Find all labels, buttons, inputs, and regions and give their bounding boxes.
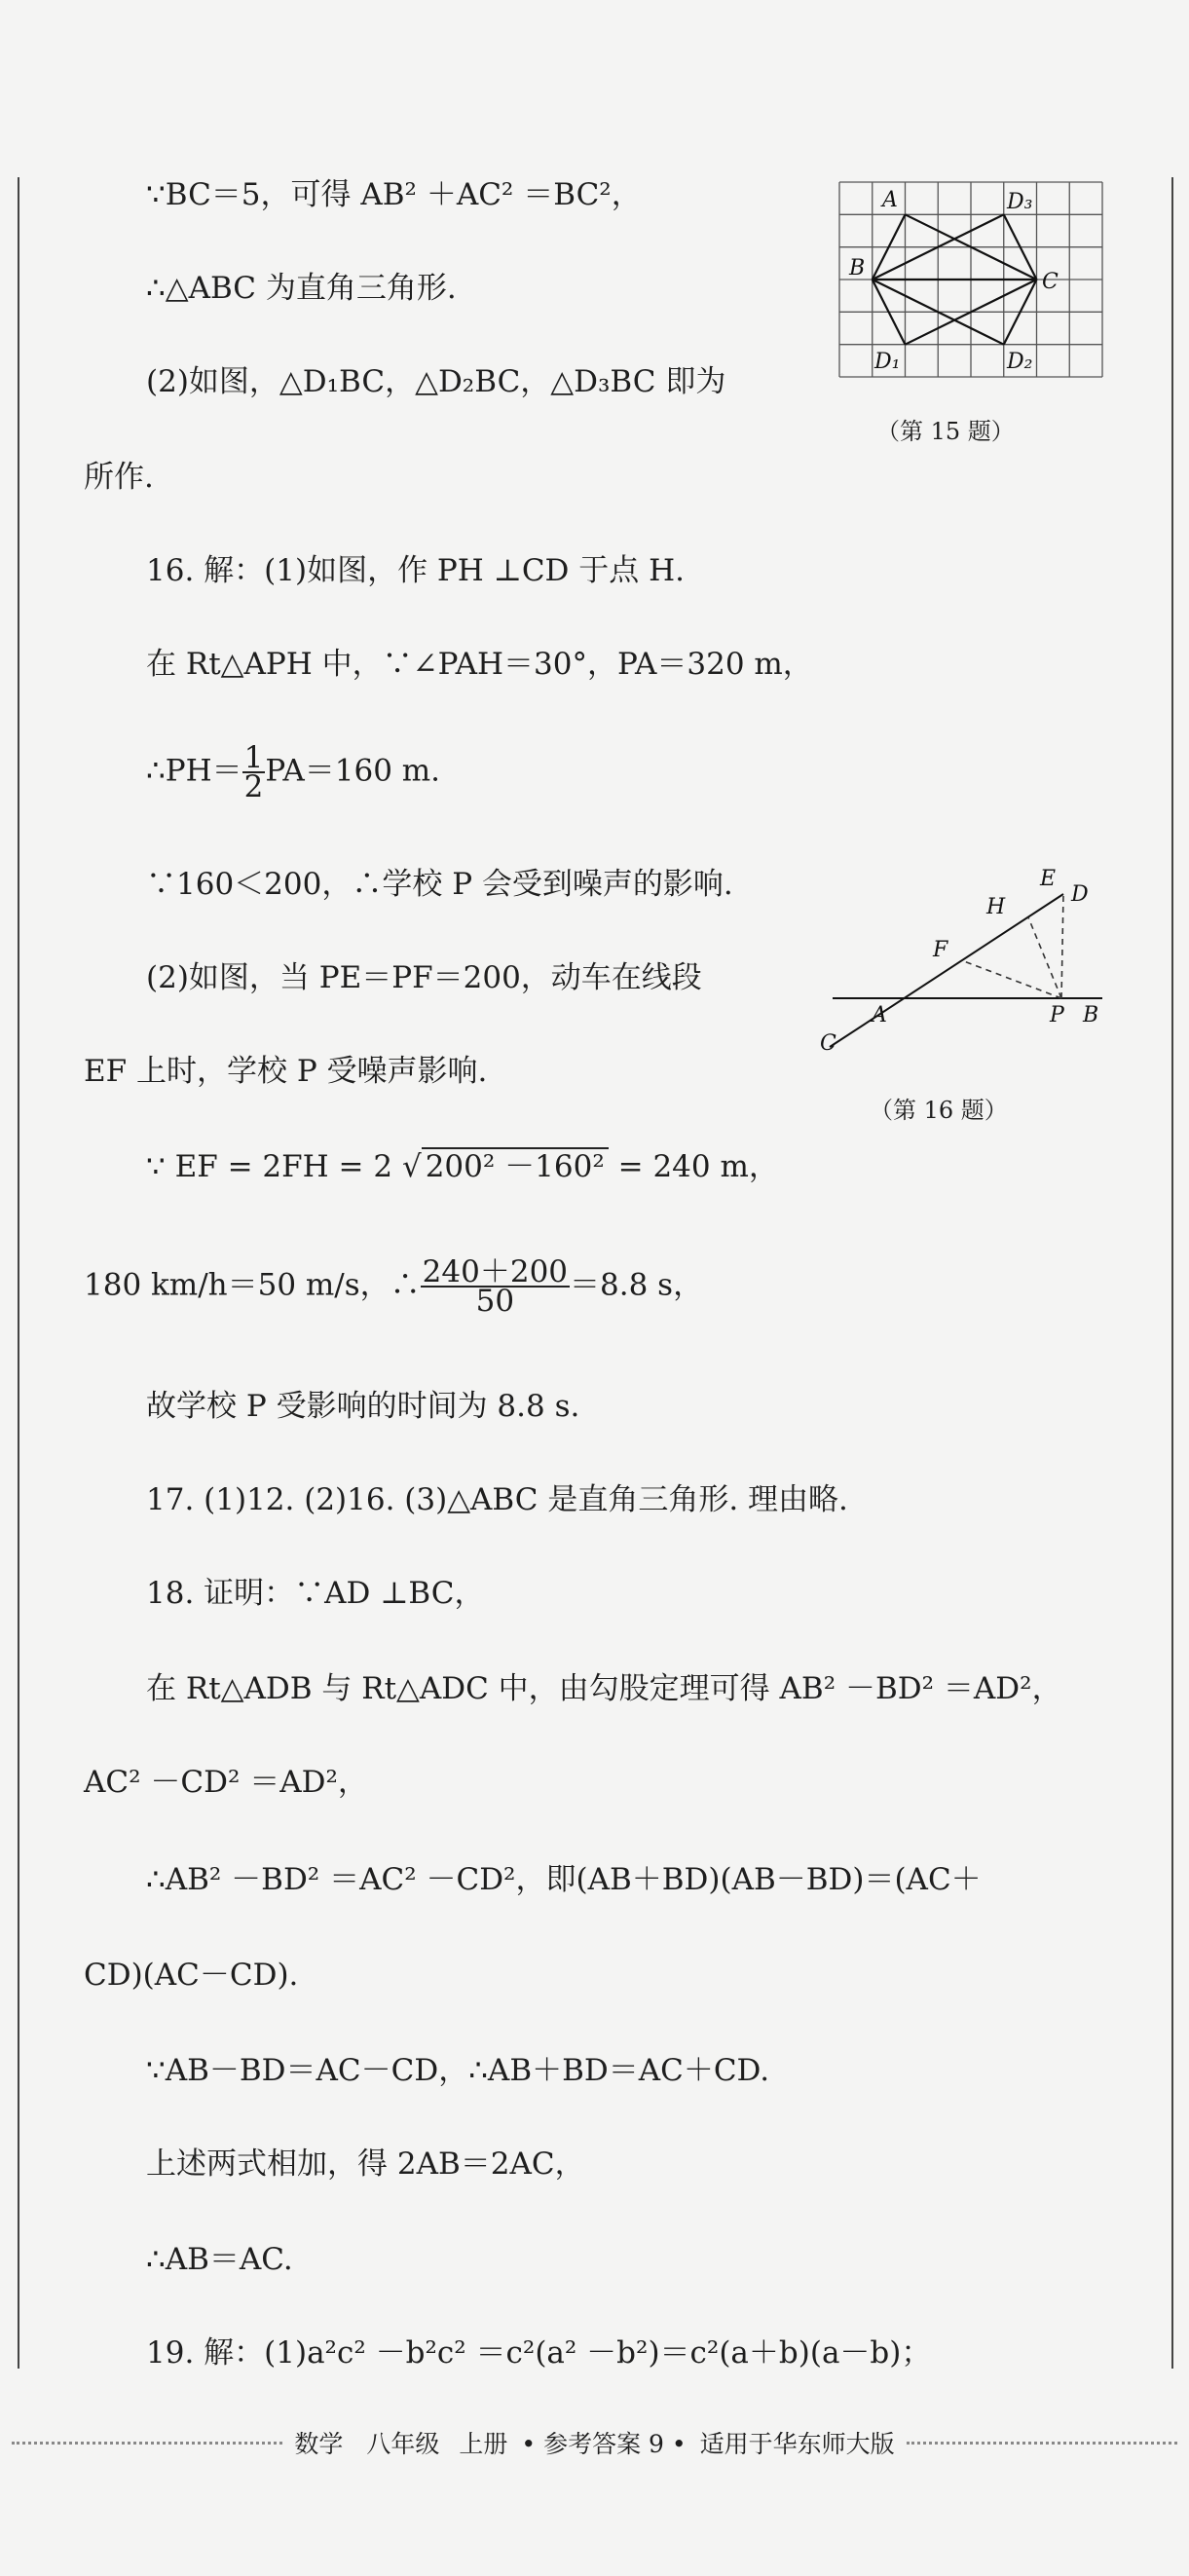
text-line: ∵BC＝5，可得 AB² ＋AC² ＝BC²，: [146, 177, 642, 212]
segment-PE: [1061, 894, 1063, 998]
text-line: 18. 证明：∵AD ⊥BC，: [146, 1576, 485, 1611]
label-D2: D₂: [1007, 350, 1033, 374]
sqrt-radicand: 200² －160²: [422, 1147, 609, 1184]
figure-16-caption: （第 16 题）: [870, 1097, 1008, 1124]
label-A: A: [882, 188, 898, 212]
fraction-half: [242, 740, 266, 804]
label-B: B: [1083, 1003, 1099, 1027]
sqrt-sign: √: [401, 1149, 422, 1184]
label-C: C: [1042, 270, 1059, 294]
label-D3: D₃: [1007, 190, 1033, 214]
footer-subject: 数学: [294, 2430, 344, 2458]
text-line: 故学校 P 受影响的时间为 8.8 s.: [146, 1389, 580, 1424]
text-line: ∵AB－BD＝AC－CD，∴AB＋BD＝AC＋CD.: [146, 2053, 770, 2088]
label-C: C: [820, 1031, 836, 1056]
footer-grade: 八年级: [366, 2430, 440, 2458]
label-H: H: [986, 895, 1006, 919]
formula-line: [146, 740, 441, 804]
text-segment: ∴PH＝: [146, 753, 242, 789]
page-footer: [0, 2413, 1189, 2472]
label-A: A: [872, 1003, 887, 1027]
segment-PH: [1028, 917, 1061, 998]
figure-15-grid: [837, 177, 1105, 382]
text-line: 在 Rt△APH 中，∵∠PAH＝30°，PA＝320 m，: [146, 647, 813, 682]
fraction-numerator: 240＋200: [422, 1254, 569, 1289]
label-D1: D₁: [874, 350, 901, 374]
formula-line: [84, 1254, 704, 1319]
text-line: (2)如图，△D₁BC，△D₂BC，△D₃BC 即为: [146, 364, 726, 399]
text-line: (2)如图，当 PE＝PF＝200，动车在线段: [146, 960, 702, 995]
text-line: 在 Rt△ADB 与 Rt△ADC 中，由勾股定理可得 AB² －BD² ＝AD²，: [146, 1671, 1062, 1706]
footer-edition: 适用于华东师大版: [699, 2430, 895, 2458]
text-line: 上述两式相加，得 2AB＝2AC，: [146, 2147, 585, 2182]
text-line: 所作.: [84, 460, 154, 495]
label-D: D: [1071, 882, 1089, 907]
footer-dots-left: [12, 2442, 282, 2445]
text-line: CD)(AC－CD).: [84, 1958, 299, 1993]
text-line: 17. (1)12. (2)16. (3)△ABC 是直角三角形. 理由略.: [146, 1482, 848, 1517]
text-line: 16. 解：(1)如图，作 PH ⊥CD 于点 H.: [146, 553, 685, 588]
line-CD: [830, 894, 1063, 1047]
left-margin-line: [18, 177, 19, 2369]
text-segment: ∵ EF = 2FH = 2: [146, 1149, 393, 1184]
formula-line: [146, 1145, 779, 1188]
fraction-denominator: 2: [243, 769, 264, 804]
segment-PF: [964, 961, 1061, 998]
fraction-numerator: 1: [243, 740, 264, 775]
text-line: ∴AB² －BD² ＝AC² －CD²，即(AB＋BD)(AB－BD)＝(AC＋: [146, 1862, 982, 1897]
right-margin-line: [1171, 177, 1173, 2369]
text-segment: = 240 m，: [617, 1149, 779, 1184]
text-segment: PA＝160 m.: [265, 753, 441, 789]
text-line: ∴△ABC 为直角三角形.: [146, 271, 457, 306]
fraction-time: [421, 1254, 570, 1319]
text-line: ∵160＜200，∴学校 P 会受到噪声的影响.: [146, 867, 733, 902]
text-line: EF 上时，学校 P 受噪声影响.: [84, 1054, 488, 1089]
figure-16-diagram: [808, 862, 1130, 1066]
figure-15-caption: （第 15 题）: [876, 418, 1015, 445]
footer-volume: 上册: [459, 2430, 508, 2458]
text-line: AC² －CD² ＝AD²，: [84, 1765, 368, 1800]
text-line: ∴AB＝AC.: [146, 2242, 293, 2277]
text-segment: 180 km/h＝50 m/s，∴: [84, 1267, 421, 1303]
label-E: E: [1040, 867, 1057, 891]
text-line: 19. 解：(1)a²c² －b²c² ＝c²(a² －b²)＝c²(a＋b)(a－b)；: [146, 2335, 932, 2371]
triangle-lines: [873, 214, 1037, 344]
text-segment: ＝8.8 s，: [570, 1267, 704, 1303]
label-F: F: [933, 938, 948, 962]
label-B: B: [849, 256, 866, 280]
footer-page: • 参考答案 9 •: [521, 2430, 687, 2458]
fraction-denominator: 50: [475, 1284, 515, 1319]
label-P: P: [1050, 1003, 1064, 1027]
footer-dots-right: [907, 2442, 1177, 2445]
